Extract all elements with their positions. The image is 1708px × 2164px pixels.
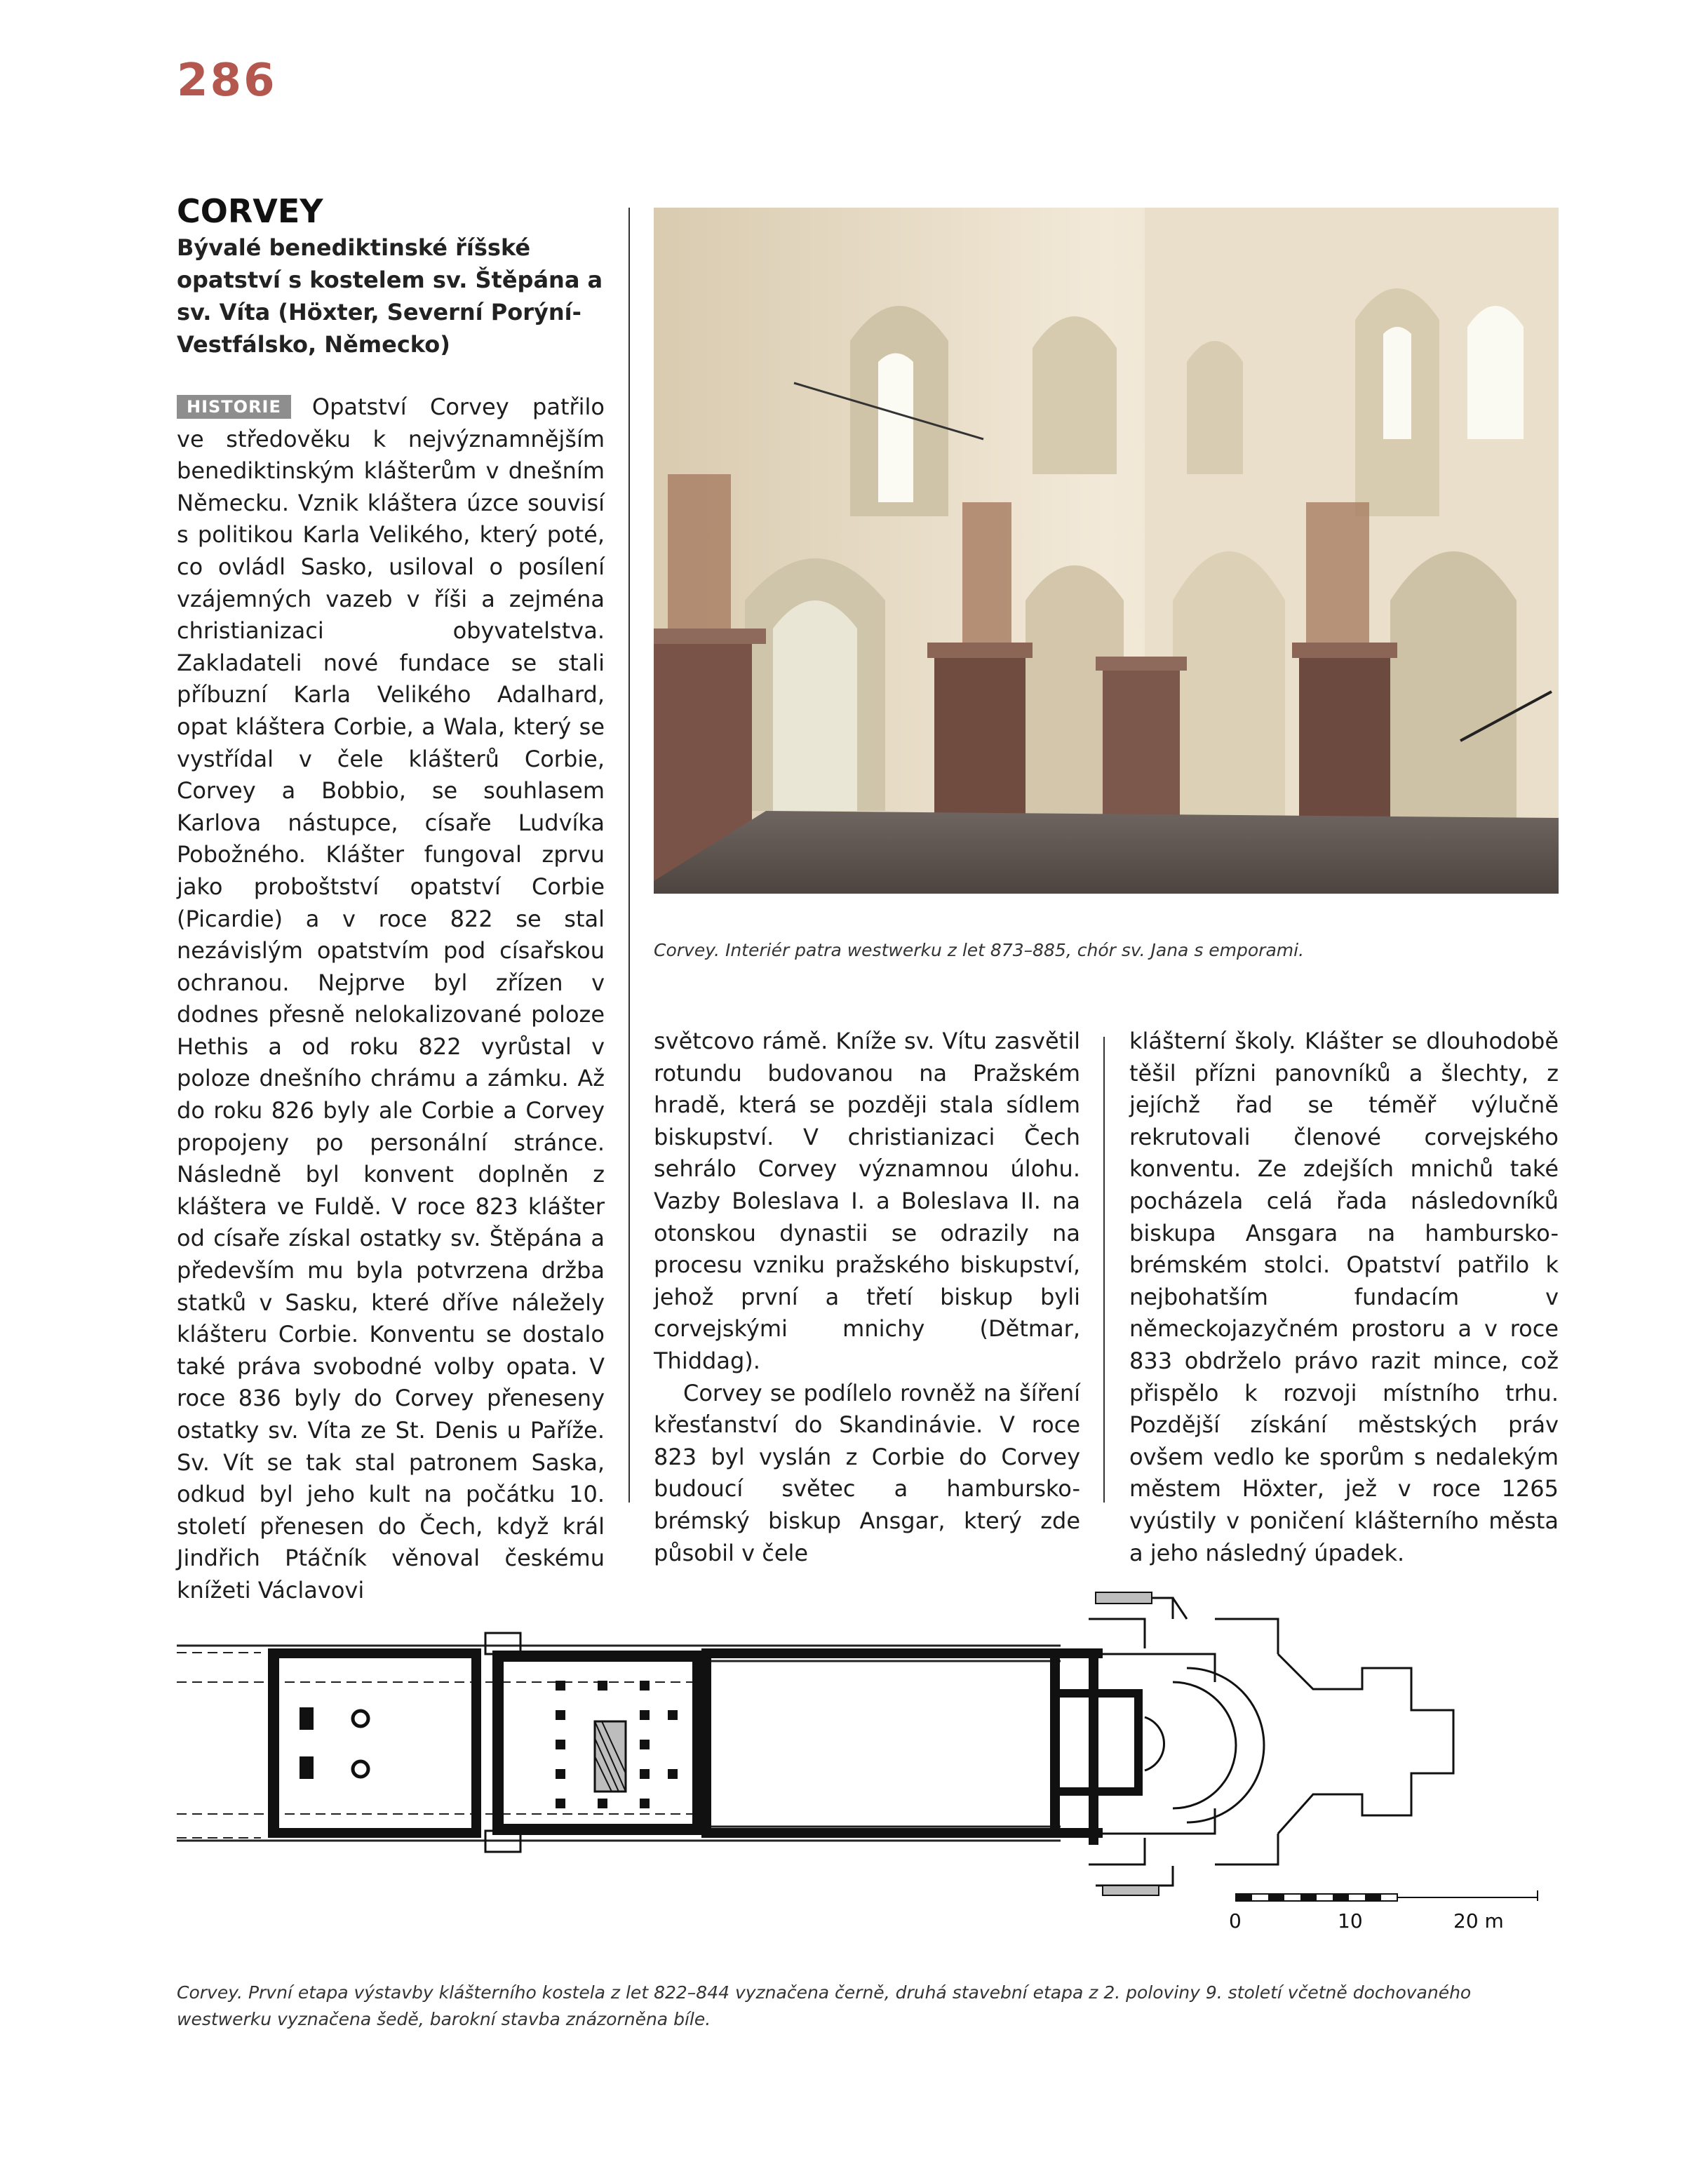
photo-caption: Corvey. Interiér patra westwerku z let 873–885, chór sv. Jana s emporami. bbox=[654, 940, 1305, 960]
column-rule-1 bbox=[628, 208, 630, 1503]
page-number: 286 bbox=[177, 55, 277, 107]
text-column-2 bbox=[654, 1026, 1080, 1569]
column-1-text: Opatství Corvey patřilo ve středověku k nejvýznamnějším benediktinským klášterům v dnešním Německu. Vznik kláštera úzce souvisí s politikou Karla Velikého, který poté, co ovládl Sasko, usiloval o posílení vzájemných vazeb v říši a zejména christianizaci obyvatelstva. Zakladateli nové fundace se stali příbuzní Karla Velikého Adalhard, opat kláštera Corbie, a Wala, který se vystřídal v čele klášterů Corbie, Corvey a Bobbio, se souhlasem Karlova nástupce, císaře Ludvíka Pobožného. Klášter fungoval zprvu jako proboštství opatství Corbie (Picardie) a v roce 822 se stal nezávislým opatstvím pod císařskou ochranou. Nejprve byl zřízen v dodnes přesně nelokalizované poloze Hethis a od roku 822 vyrůstal v poloze dnešního chrámu a zámku. Až do roku 826 byly ale Corbie a Corvey propojeny po personální stránce. Následně byl konvent doplněn z kláštera ve Fuldě. V roce 823 klášter od císaře získal ostatky sv. Štěpána a především mu byla potvrzena držba statků v Sasku, které dříve náležely klášteru Corbie. Konventu se dostalo také práva svobodné volby opata. V roce 836 byly do Corvey přeneseny ostatky sv. Víta ze St. Denis u Paříže. Sv. Vít se tak stal patronem Saska, odkud byl jeho kult na počátku 10. století přenesen do Čech, když král Jindřich Ptáčník věnoval českému knížeti Václavovi bbox=[177, 394, 605, 1604]
scale-label-10: 10 bbox=[1338, 1909, 1363, 1933]
section-badge: HISTORIE bbox=[177, 395, 291, 419]
text-column-1 bbox=[177, 391, 605, 1607]
plan-scale-bar bbox=[1229, 1890, 1538, 1933]
scale-label-0: 0 bbox=[1229, 1909, 1242, 1933]
column-3-text: klášterní školy. Klášter se dlouhodobě těšil přízni panovníků a šlechty, z jejíchž řad se téměř výlučně rekrutovali členové corvejského konventu. Ze zdejších mnichů také pocházela celá řada následovníků biskupa Ansgara na hambursko-brémském stolci. Opatství patřilo k nejbohatším fundacím v německojazyčném prostoru a v roce 833 obdrželo právo razit mince, což přispělo k rozvoji místního trhu. Pozdější získání městských práv ovšem vedlo ke sporům s nedalekým městem Höxter, jež v roce 1265 vyústily v poničení klášterního města a jeho následný úpadek. bbox=[1129, 1028, 1559, 1566]
column-2-paragraph-2: Corvey se podílelo rovněž na šíření křesťanství do Skandinávie. V roce 823 byl vyslán z Corbie do Corvey budoucí světec a hambursko-brémský biskup Ansgar, který zde působil v čele bbox=[654, 1379, 1080, 1566]
westwork-interior-photo bbox=[654, 208, 1559, 894]
article-title: CORVEY bbox=[177, 192, 323, 230]
text-column-3 bbox=[1129, 1026, 1559, 1569]
plan-caption: Corvey. První etapa výstavby klášterního kostela z let 822–844 vyznačena černě, druhá stavební etapa z 2. poloviny 9. století včetně dochovaného westwerku vyznačena šedě, barokní stavba znázorněna bíle. bbox=[177, 1982, 1472, 2029]
article-subtitle: Bývalé benediktinské říšské opatství s kostelem sv. Štěpána a sv. Víta (Höxter, Severní Porýní-Vestfálsko, Německo) bbox=[177, 234, 603, 358]
column-rule-2 bbox=[1103, 1037, 1105, 1503]
church-ground-plan bbox=[177, 1577, 1560, 1936]
scale-label-20: 20 m bbox=[1453, 1909, 1504, 1933]
column-2-paragraph-1: světcovo rámě. Kníže sv. Vítu zasvětil rotundu budovanou na Pražském hradě, která se později stala sídlem biskupství. V christianizaci Čech sehrálo Corvey významnou úlohu. Vazby Boleslava I. a Boleslava II. na otonskou dynastii se odrazily na procesu vzniku pražského biskupství, jehož první a třetí biskup byli corvejskými mnichy (Dětmar, Thiddag). bbox=[654, 1028, 1080, 1374]
